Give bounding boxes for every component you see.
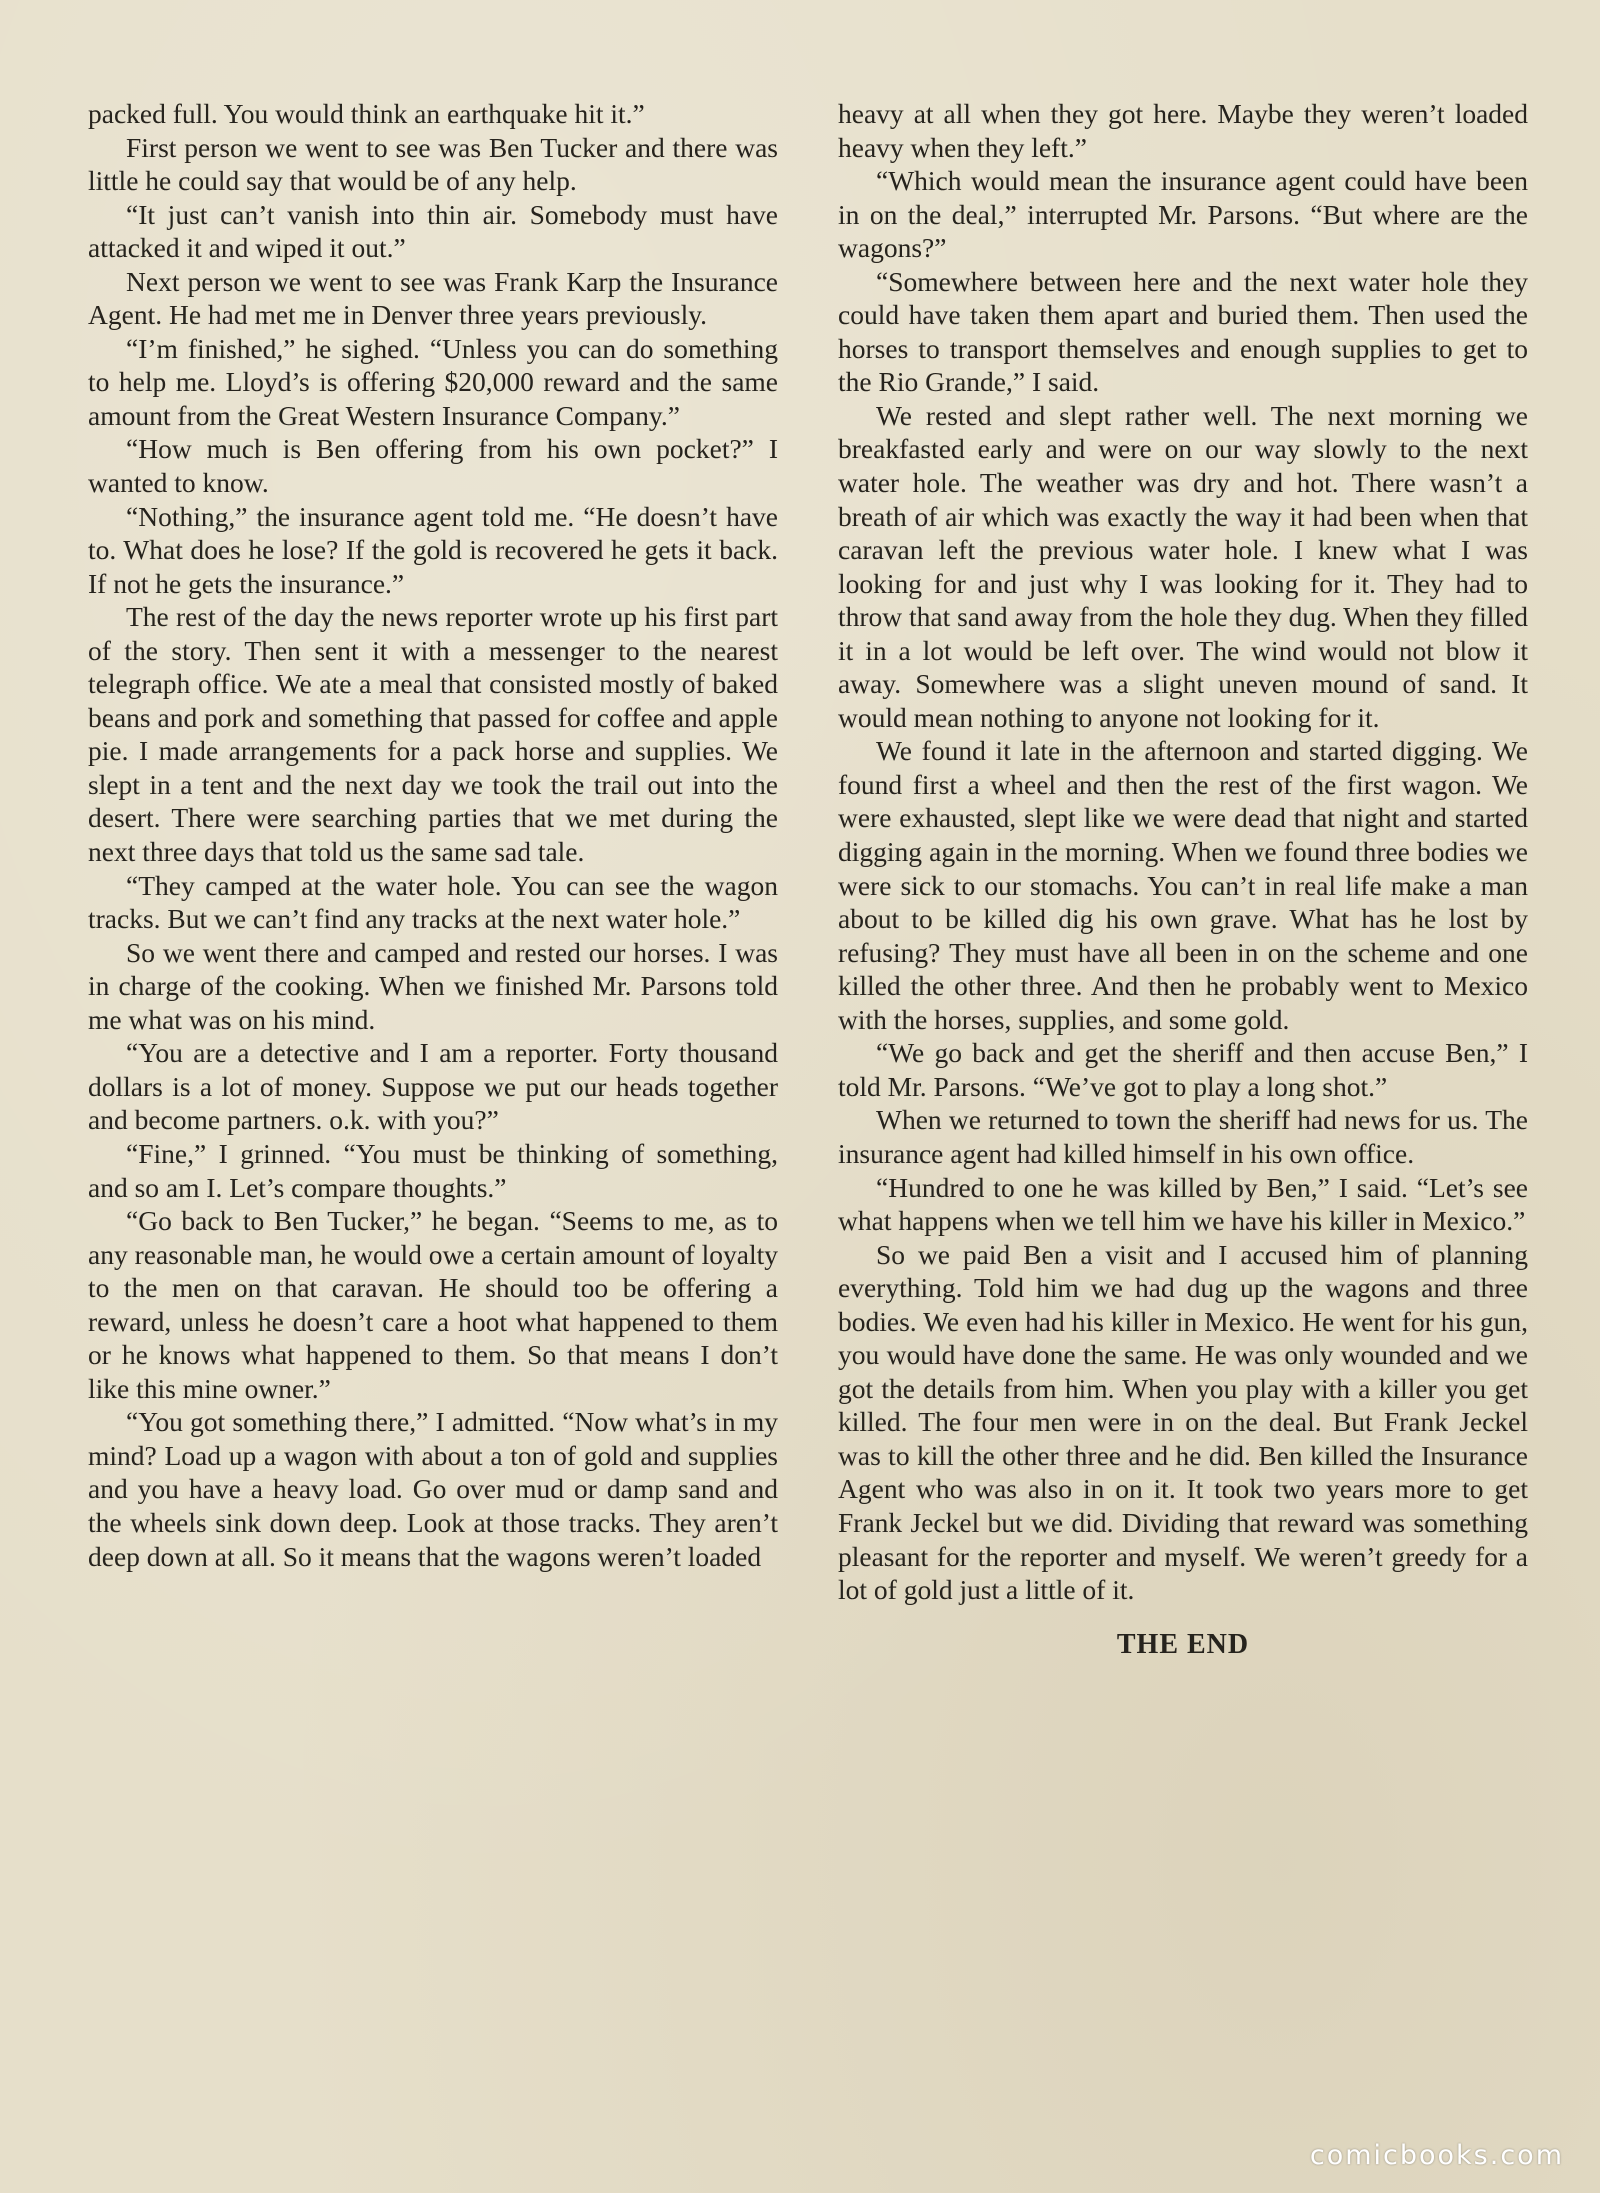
paragraph: So we went there and camped and rested our horses. I was in charge of the cooking. When we finished Mr. Parsons told me what was on his mind. bbox=[88, 936, 778, 1035]
paragraph: “You are a detective and I am a reporter. Forty thousand dollars is a lot of money. Suppose we put our heads together and become partners. o.k. with you?” bbox=[88, 1037, 778, 1136]
paragraph: “Somewhere between here and the next water hole they could have taken them apart and buried them. Then used the horses to transport themselves and enough supplies to get to the Rio Grande,” I said. bbox=[838, 265, 1528, 398]
paragraph: “How much is Ben offering from his own pocket?” I wanted to know. bbox=[88, 433, 778, 499]
paragraph: “You got something there,” I admitted. “Now what’s in my mind? Load up a wagon with about a ton of gold and supplies and you have a heavy load. Go over mud or damp sand and the wheels sink down deep. Look at those tracks. They aren’t deep down at all. So it means that the wagons weren’t loaded bbox=[88, 1406, 778, 1572]
site-watermark: comicbooks.com bbox=[1309, 2140, 1564, 2171]
paragraph: “Which would mean the insurance agent could have been in on the deal,” interrupted Mr. Parsons. “But where are the wagons?” bbox=[838, 165, 1528, 264]
paragraph: “Nothing,” the insurance agent told me. “He doesn’t have to. What does he lose? If the gold is recovered he gets it back. If not he gets the insurance.” bbox=[88, 500, 778, 599]
paragraph: “Go back to Ben Tucker,” he began. “Seems to me, as to any reasonable man, he would owe a certain amount of loyalty to the men on that caravan. He should too be offering a reward, unless he doesn’t care a hoot what happened to them or he knows what happened to them. So that means I don’t like this mine owner.” bbox=[88, 1205, 778, 1404]
paragraph: We rested and slept rather well. The next morning we breakfasted early and were on our way slowly to the next water hole. The weather was dry and hot. There wasn’t a breath of air which was exactly the way it had been when that caravan left the previous water hole. I knew what I was looking for and just why I was looking for it. They had to throw that sand away from the hole they dug. When they filled it in a lot would be left over. The wind would not blow it away. Somewhere was a slight uneven mound of sand. It would mean nothing to anyone not looking for it. bbox=[838, 399, 1528, 733]
paragraph: heavy at all when they got here. Maybe they weren’t loaded heavy when they left.” bbox=[838, 98, 1528, 163]
paragraph: First person we went to see was Ben Tucker and there was little he could say that would be of any help. bbox=[88, 131, 778, 197]
paragraph: packed full. You would think an earthquake hit it.” bbox=[88, 98, 645, 129]
paragraph: The rest of the day the news reporter wrote up his first part of the story. Then sent it with a messenger to the nearest telegraph office. We ate a meal that consisted mostly of baked beans and pork and something that passed for coffee and apple pie. I made arrangements for a pack horse and supplies. We slept in a tent and the next day we took the trail out into the desert. There were searching parties that we met during the next three days that told us the same sad tale. bbox=[88, 601, 778, 868]
paragraph: We found it late in the afternoon and started digging. We found first a wheel and then the rest of the first wagon. We were exhausted, slept like we were dead that night and started digging again in the morning. When we found three bodies we were sick to our stomachs. You can’t in real life make a man about to be killed dig his own grave. What has he lost by refusing? They must have all been in on the scheme and one killed the other three. And then he probably went to Mexico with the horses, supplies, and some gold. bbox=[838, 735, 1528, 1035]
paragraph: So we paid Ben a visit and I accused him of planning everything. Told him we had dug up the wagons and three bodies. We even had his killer in Mexico. He went for his gun, you would have done the same. He was only wounded and we got the details from him. When you play with a killer you get killed. The four men were in on the deal. But Frank Jeckel was to kill the other three and he did. Ben killed the Insurance Agent who was also in on it. It took two years more to get Frank Jeckel but we did. Dividing that reward was something pleasant for the reporter and myself. We weren’t greedy for a lot of gold just a little of it. bbox=[838, 1238, 1528, 1606]
right-column bbox=[838, 97, 1528, 2127]
story-ending: THE END bbox=[1116, 1628, 1250, 1660]
paragraph: “It just can’t vanish into thin air. Somebody must have attacked it and wiped it out.” bbox=[88, 198, 778, 264]
paragraph: When we returned to town the sheriff had news for us. The insurance agent had killed himself in his own office. bbox=[838, 1104, 1528, 1169]
left-column bbox=[88, 97, 778, 2127]
paragraph: “Hundred to one he was killed by Ben,” I said. “Let’s see what happens when we tell him we have his killer in Mexico.” bbox=[838, 1171, 1528, 1237]
paragraph: “We go back and get the sheriff and then accuse Ben,” I told Mr. Parsons. “We’ve got to play a long shot.” bbox=[838, 1037, 1528, 1102]
paragraph: “They camped at the water hole. You can see the wagon tracks. But we can’t find any tracks at the next water hole.” bbox=[88, 869, 778, 935]
paragraph: “Fine,” I grinned. “You must be thinking of something, and so am I. Let’s compare thoughts.” bbox=[88, 1137, 778, 1203]
paragraph: Next person we went to see was Frank Karp the Insurance Agent. He had met me in Denver three years previously. bbox=[88, 265, 778, 331]
paragraph: “I’m finished,” he sighed. “Unless you can do something to help me. Lloyd’s is offering $20,000 reward and the same amount from the Great Western Insurance Company.” bbox=[88, 332, 778, 431]
